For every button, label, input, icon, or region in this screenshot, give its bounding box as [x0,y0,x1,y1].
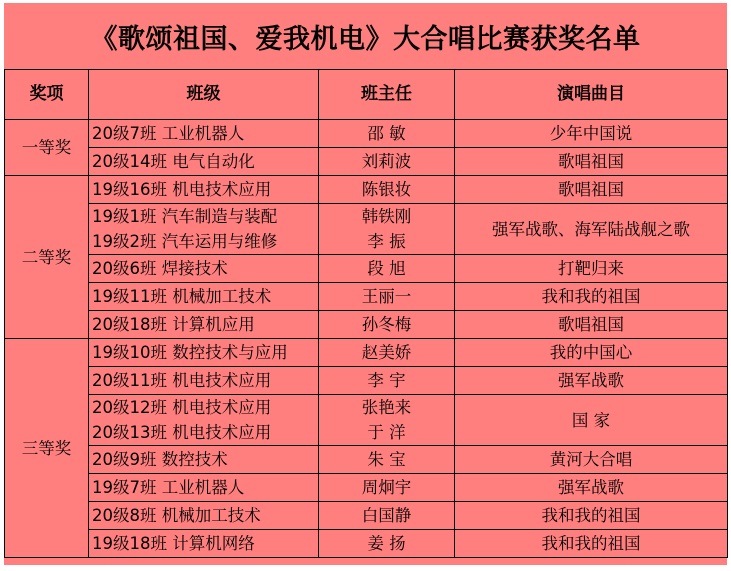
header-song: 演唱曲目 [455,70,728,120]
teacher-name: 姜 扬 [367,534,406,553]
teacher-cell [319,204,455,255]
class-cell [89,474,319,502]
teacher-cell [319,255,455,283]
class-name: 20级11班 机电技术应用 [92,371,272,390]
class-name: 19级10班 数控技术与应用 [92,343,288,362]
teacher-name: 韩铁刚 [361,207,412,226]
teacher-cell [319,311,455,339]
teacher-cell [319,530,455,558]
table-row [5,502,728,530]
header-teacher: 班主任 [319,70,455,120]
song-cell: 打靶归来 [455,255,728,283]
class-cell [89,311,319,339]
table-row [5,120,728,148]
class-cell [89,120,319,148]
class-name: 20级6班 焊接技术 [92,259,228,278]
table-row [5,530,728,558]
song-cell: 国 家 [455,395,728,446]
teacher-name: 孙冬梅 [361,315,412,334]
song-cell: 黄河大合唱 [455,446,728,474]
teacher-name: 王丽一 [361,287,412,306]
table-row [5,148,728,176]
award-level-cell: 三等奖 [5,339,89,558]
award-list-sheet [4,3,727,565]
teacher-cell [319,502,455,530]
teacher-cell [319,367,455,395]
class-cell [89,367,319,395]
table-row [5,367,728,395]
class-cell [89,204,319,255]
class-cell [89,446,319,474]
table-row [5,339,728,367]
class-name: 20级18班 计算机应用 [92,315,255,334]
table-row [5,395,728,446]
class-name: 20级8班 机械加工技术 [92,506,261,525]
table-row [5,283,728,311]
class-cell [89,530,319,558]
class-name: 19级7班 工业机器人 [92,478,245,497]
teacher-name: 邵 敏 [367,124,406,143]
teacher-cell [319,446,455,474]
teacher-name: 李 振 [367,232,406,251]
header-award: 奖项 [5,70,89,120]
class-cell [89,255,319,283]
song-cell: 强军战歌、海军陆战舰之歌 [455,204,728,255]
class-cell [89,339,319,367]
class-name: 20级12班 机电技术应用 [92,398,272,417]
song-cell: 少年中国说 [455,120,728,148]
award-level-cell: 二等奖 [5,176,89,339]
song-cell: 我和我的祖国 [455,530,728,558]
teacher-cell [319,474,455,502]
table-header-row [5,70,728,120]
class-name: 19级18班 计算机网络 [92,534,255,553]
table-row [5,176,728,204]
table-row [5,204,728,255]
teacher-name: 赵美娇 [361,343,412,362]
song-cell: 歌唱祖国 [455,176,728,204]
teacher-name: 陈银妆 [361,180,412,199]
song-cell: 歌唱祖国 [455,311,728,339]
class-cell [89,148,319,176]
teacher-name: 李 宇 [367,371,406,390]
class-name: 19级1班 汽车制造与装配 [92,207,278,226]
class-cell [89,283,319,311]
award-level-cell: 一等奖 [5,120,89,176]
teacher-name: 朱 宝 [367,450,406,469]
class-cell [89,395,319,446]
table-row [5,474,728,502]
teacher-cell [319,120,455,148]
class-name: 19级16班 机电技术应用 [92,180,272,199]
class-name: 20级7班 工业机器人 [92,124,245,143]
class-cell [89,176,319,204]
song-cell: 我和我的祖国 [455,502,728,530]
teacher-name: 周炯宇 [361,478,412,497]
teacher-name: 白国静 [361,506,412,525]
song-cell: 我的中国心 [455,339,728,367]
class-name: 19级2班 汽车运用与维修 [92,232,278,251]
class-name: 20级14班 电气自动化 [92,152,255,171]
teacher-cell [319,395,455,446]
table-row [5,446,728,474]
class-name: 20级13班 机电技术应用 [92,423,272,442]
table-row [5,255,728,283]
header-class: 班级 [89,70,319,120]
award-table [4,69,728,558]
class-cell [89,502,319,530]
teacher-cell [319,283,455,311]
song-cell: 强军战歌 [455,474,728,502]
song-cell: 歌唱祖国 [455,148,728,176]
teacher-name: 刘莉波 [361,152,412,171]
class-name: 19级11班 机械加工技术 [92,287,272,306]
teacher-name: 于 洋 [367,423,406,442]
teacher-cell [319,176,455,204]
table-row [5,311,728,339]
class-name: 20级9班 数控技术 [92,450,228,469]
page-title: 《歌颂祖国、爱我机电》大合唱比赛获奖名单 [90,23,641,55]
teacher-name: 段 旭 [367,259,406,278]
teacher-name: 张艳来 [361,398,412,417]
teacher-cell [319,339,455,367]
song-cell: 我和我的祖国 [455,283,728,311]
song-cell: 强军战歌 [455,367,728,395]
teacher-cell [319,148,455,176]
table-body [5,120,728,558]
